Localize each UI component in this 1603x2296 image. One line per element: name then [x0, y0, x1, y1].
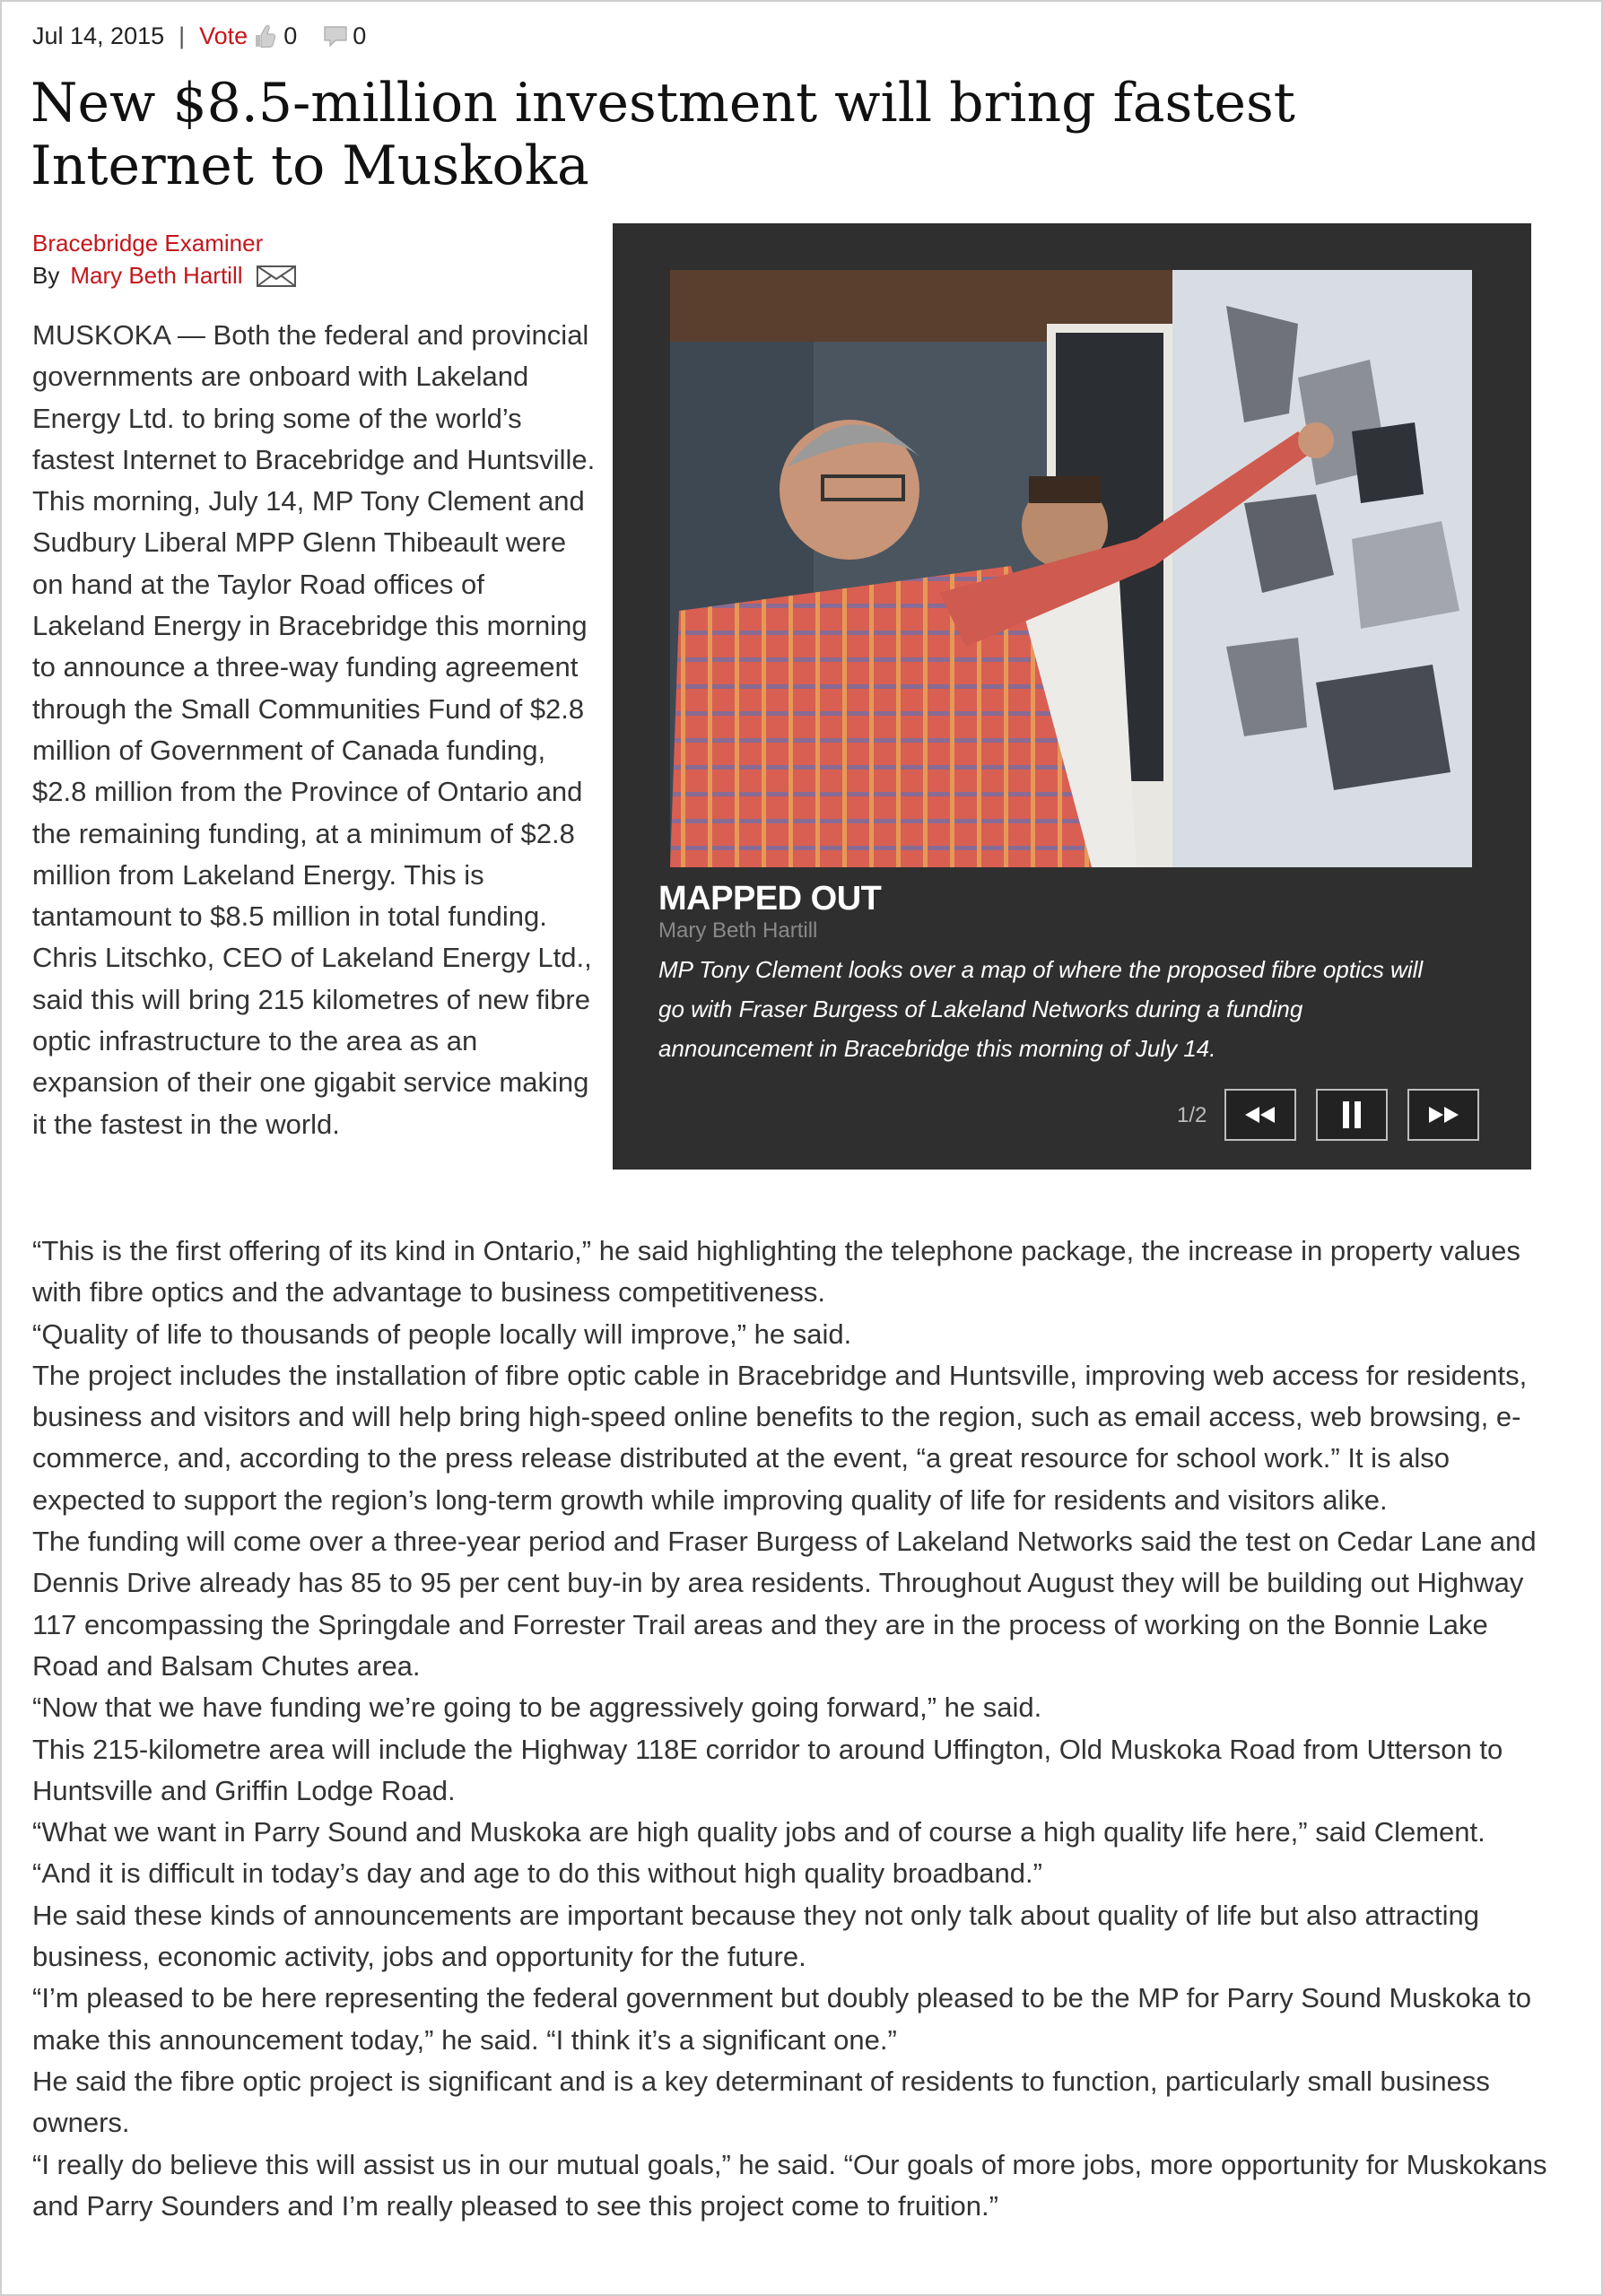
body-paragraph: He said the fibre optic project is significant and is a key determinant of residents to function, particularly small business owners.: [32, 2065, 1490, 2139]
pause-icon: [1339, 1100, 1364, 1130]
caption-title: MAPPED OUT: [658, 880, 882, 918]
photo-gallery: [613, 223, 1531, 1170]
thumbs-up-icon[interactable]: [253, 22, 276, 49]
body-paragraph: This 215-kilometre area will include the Highway 118E corridor to around Uffington, Old Muskoka Road from Utterson to Huntsville and Griffin Lodge Road.: [32, 1733, 1503, 1806]
body-paragraph: “Now that we have funding we’re going to be aggressively going forward,” he said.: [32, 1692, 1042, 1724]
next-button[interactable]: [1407, 1089, 1479, 1141]
body-paragraph: MUSKOKA — Both the federal and provincial governments are onboard with Lakeland Energy Ltd. to bring some of the world’s fastest Internet to Bracebridge and Huntsville.: [32, 319, 596, 475]
vote-link[interactable]: Vote: [199, 22, 248, 49]
body-paragraph: “This is the first offering of its kind in Ontario,” he said highlighting the telephone package, the increase in property values with fibre optics and the advantage to business competitiveness.: [32, 1235, 1520, 1309]
body-paragraph: “I’m pleased to be here representing the federal government but doubly pleased to be the MP for Parry Sound Muskoka to make this announcement today,” he said. “I think it’s a significant one.”: [32, 1982, 1531, 2056]
article-source[interactable]: Bracebridge Examiner: [32, 230, 264, 257]
photo-caption: MP Tony Clement looks over a map of where the proposed fibre optics will go with Fraser Burgess of Lakeland Networks during a funding announcement in Bracebridge this morning of July 14.: [658, 956, 1424, 1062]
gallery-controls: [613, 1089, 1531, 1144]
publish-date: Jul 14, 2015: [32, 22, 165, 49]
body-paragraph: Chris Litschko, CEO of Lakeland Energy Ltd., said this will bring 215 kilometres of new fibre optic infrastructure to the area as an expansion of their one gigabit service making it the fastest in the world.: [32, 942, 592, 1140]
previous-button[interactable]: [1224, 1089, 1296, 1141]
vote-count: 0: [283, 22, 298, 49]
article-headline: New $8.5-million investment will bring fastest Internet to Muskoka: [30, 72, 1295, 197]
body-paragraph: This morning, July 14, MP Tony Clement and Sudbury Liberal MPP Glenn Thibeault were on hand at the Taylor Road offices of Lakeland Energy in Bracebridge this morning to announce a three-way funding agreement through the Small Communities Fund of $2.8 million of Government of Canada funding, $2.8 million from the Province of Ontario and the remaining funding, at a minimum of $2.8 million from Lakeland Energy. This is tantamount to $8.5 million in total funding.: [32, 485, 588, 933]
body-paragraph: “What we want in Parry Sound and Muskoka are high quality jobs and of course a high quality life here,” said Clement. “And it is difficult in today’s day and age to do this without high quality broadband.”: [32, 1816, 1485, 1890]
pause-button[interactable]: [1316, 1089, 1388, 1141]
body-paragraph: “I really do believe this will assist us in our mutual goals,” he said. “Our goals of more jobs, more opportunity for Muskokans and Parry Sounders and I’m really pleased to see this project come to fruition.”: [32, 2148, 1547, 2222]
slide-counter: 1/2: [1177, 1103, 1207, 1127]
photo-credit: Mary Beth Hartill: [658, 918, 818, 943]
article-meta-bar: [32, 20, 386, 52]
body-paragraph: The funding will come over a three-year period and Fraser Burgess of Lakeland Networks said the test on Cedar Lane and Dennis Drive already has 85 to 95 per cent buy-in by area residents. Throughout August they will be building out Highway 117 encompassing the Springdale and Forrester Trail areas and they are in the process of working on the Bonnie Lake Road and Balsam Chutes area.: [32, 1526, 1537, 1682]
email-icon[interactable]: [256, 264, 297, 289]
by-label: By: [32, 262, 60, 289]
body-paragraph: “Quality of life to thousands of people locally will improve,” he said.: [32, 1318, 852, 1350]
comment-icon[interactable]: [322, 22, 345, 49]
meta-separator: |: [179, 22, 186, 49]
byline: [32, 262, 297, 290]
article-body-column: [32, 315, 597, 1145]
rewind-icon: [1242, 1105, 1278, 1125]
author-link[interactable]: Mary Beth Hartill: [70, 262, 243, 289]
body-paragraph: He said these kinds of announcements are important because they not only talk about quality of life but also attracting business, economic activity, jobs and opportunity for the future.: [32, 1899, 1479, 1973]
body-paragraph: The project includes the installation of fibre optic cable in Bracebridge and Huntsville, improving web access for residents, business and visitors and will help bring high-speed online benefits to the region, such as email access, web browsing, e-commerce, and, according to the press release distributed at the event, “a great resource for school work.” It is also expected to support the region’s long-term growth while improving quality of life for residents and visitors alike.: [32, 1359, 1528, 1516]
comment-count: 0: [353, 22, 367, 49]
gallery-photo[interactable]: [670, 270, 1472, 867]
article-body-full: [32, 1231, 1548, 2227]
fast-forward-icon: [1425, 1105, 1461, 1125]
